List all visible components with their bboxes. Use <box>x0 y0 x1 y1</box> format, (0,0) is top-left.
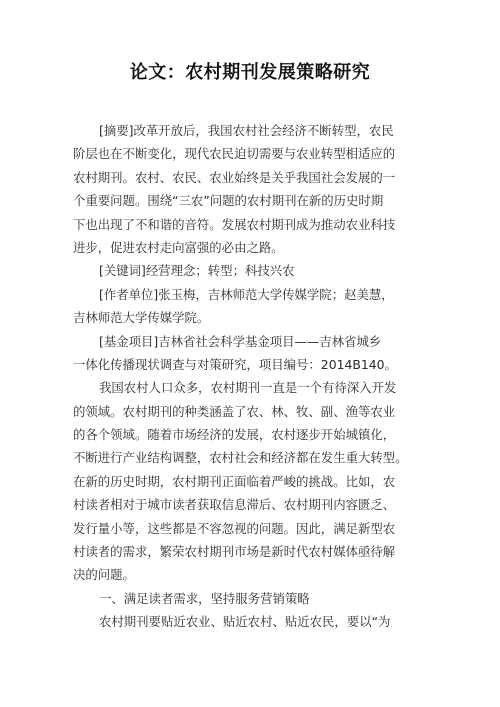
text-line: 一体化传播现状调查与对策研究，项目编号：2014B140。 <box>73 356 397 372</box>
text-line: 的各个领域。随着市场经济的发展，农村逐步开始城镇化， <box>73 427 396 443</box>
text-line: 村读者相对于城市读者获取信息滞后、农村期刊内容匮乏、 <box>73 497 396 513</box>
text-line: 个重要问题。围绕“三农”问题的农村期刊在新的历史时期 <box>73 193 384 209</box>
text-line: 村读者的需求，繁荣农村期刊市场是新时代农村媒体亟待解 <box>73 544 396 560</box>
text-line: 进步，促进农村走向富强的必由之路。 <box>73 239 284 255</box>
text-line: 下也出现了不和谐的音符。发展农村期刊成为推动农业科技 <box>73 216 396 232</box>
text-line: 农村期刊要贴近农业、贴近农村、贴近农民，要以“为 <box>99 614 391 630</box>
text-line: [作者单位]张玉梅，吉林师范大学传媒学院；赵美慧， <box>99 286 394 302</box>
text-line: 阶层也在不断变化，现代农民迫切需要与农业转型相适应的 <box>73 146 396 162</box>
text-line: 一、满足读者需求，坚持服务营销策略 <box>99 590 310 606</box>
article-body <box>73 119 433 634</box>
text-line: 我国农村人口众多，农村期刊一直是一个有待深入开发 <box>99 380 397 396</box>
text-line: [关键词]经营理念；转型；科技兴农 <box>99 263 295 279</box>
text-line: 农村期刊。农村、农民、农业始终是关乎我国社会发展的一 <box>73 169 396 185</box>
text-line: 的领域。农村期刊的种类涵盖了农、林、牧、副、渔等农业 <box>73 403 396 419</box>
text-line: 不断进行产业结构调整，农村社会和经济都在发生重大转型。 <box>73 450 408 466</box>
text-line: 发行量小等，这些都是不容忽视的问题。因此，满足新型农 <box>73 520 396 536</box>
text-line: 吉林师范大学传媒学院。 <box>73 310 210 326</box>
text-line: [摘要]改革开放后，我国农村社会经济不断转型，农民 <box>99 123 394 138</box>
text-line: 决的问题。 <box>73 567 135 583</box>
page-title: 论文：农村期刊发展策略研究 <box>129 62 371 83</box>
text-line: [基金项目]吉林省社会科学基金项目——吉林省城乡 <box>99 333 382 349</box>
text-line: 在新的历史时期，农村期刊正面临着严峻的挑战。比如，农 <box>73 473 396 489</box>
